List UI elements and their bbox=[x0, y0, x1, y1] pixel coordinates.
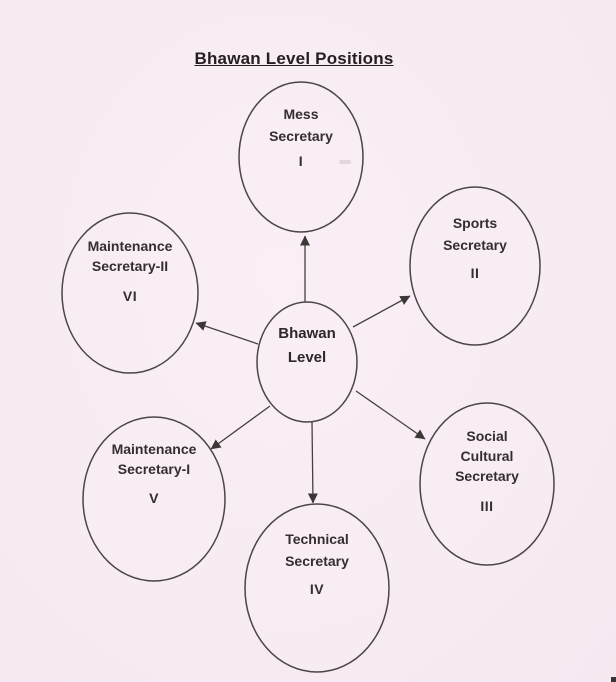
mess-secretary-label-line-2: Secretary bbox=[269, 128, 333, 144]
social-cultural-secretary-label-line-2: Cultural bbox=[460, 448, 514, 464]
node-technical-secretary bbox=[245, 504, 389, 672]
technical-secretary-label-line-2: Secretary bbox=[285, 553, 349, 569]
technical-secretary-numeral: IV bbox=[309, 581, 325, 597]
arrow-bhawan-to-social-cultural-secretary bbox=[356, 391, 425, 439]
node-sports-secretary bbox=[410, 187, 540, 345]
technical-secretary-label-line-1: Technical bbox=[285, 531, 349, 547]
node-maintenance-secretary-1 bbox=[83, 417, 225, 581]
maintenance-secretary-1-numeral: V bbox=[149, 490, 159, 506]
maintenance-secretary-2-label-line-1: Maintenance bbox=[87, 238, 173, 254]
maintenance-secretary-1-label-line-2: Secretary-I bbox=[117, 461, 191, 477]
node-social-cultural-secretary bbox=[420, 403, 554, 565]
arrow-bhawan-to-technical-secretary bbox=[312, 422, 313, 503]
social-cultural-secretary-numeral: III bbox=[480, 498, 494, 514]
bhawan-level-label-line-2: Level bbox=[287, 349, 327, 366]
node-maintenance-secretary-2 bbox=[62, 213, 198, 373]
sports-secretary-label-line-1: Sports bbox=[452, 215, 498, 231]
social-cultural-secretary-label-line-3: Secretary bbox=[455, 468, 519, 484]
mess-secretary-numeral: I bbox=[298, 153, 304, 169]
scan-corner-speck bbox=[611, 677, 616, 682]
bhawan-level-label-line-1: Bhawan bbox=[278, 325, 336, 342]
scan-smudge bbox=[339, 160, 351, 164]
arrow-bhawan-to-maintenance-secretary-1 bbox=[211, 406, 270, 449]
maintenance-secretary-2-label-line-2: Secretary-II bbox=[91, 258, 169, 274]
node-bhawan-level bbox=[257, 302, 357, 422]
maintenance-secretary-2-numeral: VI bbox=[122, 288, 138, 304]
page-title: Bhawan Level Positions bbox=[194, 49, 394, 68]
sports-secretary-label-line-2: Secretary bbox=[443, 237, 507, 253]
mess-secretary-label-line-1: Mess bbox=[283, 106, 319, 122]
maintenance-secretary-1-label-line-1: Maintenance bbox=[111, 441, 197, 457]
node-mess-secretary bbox=[239, 82, 363, 232]
social-cultural-secretary-label-line-1: Social bbox=[466, 428, 508, 444]
arrow-bhawan-to-maintenance-secretary-2 bbox=[196, 323, 258, 344]
arrow-bhawan-to-sports-secretary bbox=[353, 296, 410, 327]
sports-secretary-numeral: II bbox=[470, 265, 480, 281]
